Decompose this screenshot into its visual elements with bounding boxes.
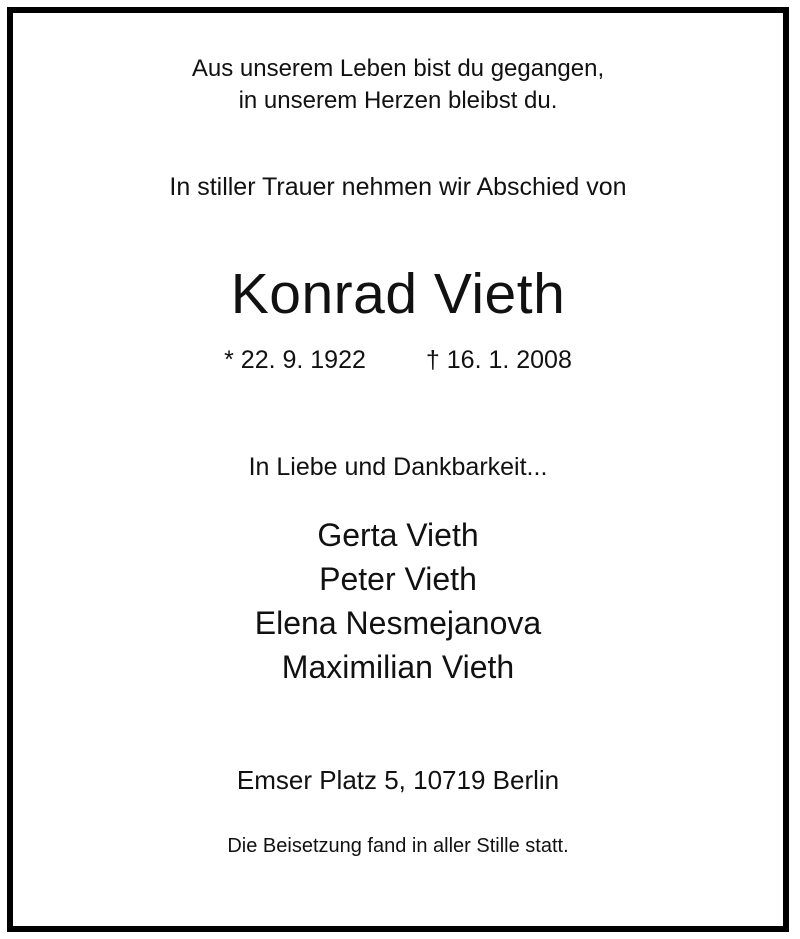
verse-line-1: Aus unserem Leben bist du gegangen, <box>191 55 605 82</box>
thanks-text: In Liebe und Dankbarkeit... <box>248 453 548 481</box>
family-member: Gerta Vieth <box>317 517 479 553</box>
funeral-note: Die Beisetzung fand in aller Stille statt. <box>227 835 569 857</box>
obituary-notice <box>7 7 789 932</box>
family-member: Peter Vieth <box>319 561 477 597</box>
family-member: Elena Nesmejanova <box>254 605 542 641</box>
deceased-name: Konrad Vieth <box>230 262 566 326</box>
intro-text: In stiller Trauer nehmen wir Abschied von <box>169 173 627 201</box>
death-date: † 16. 1. 2008 <box>425 346 572 374</box>
verse-line-2: in unserem Herzen bleibst du. <box>238 87 558 114</box>
address: Emser Platz 5, 10719 Berlin <box>236 765 560 795</box>
life-dates <box>13 346 783 375</box>
birth-date: * 22. 9. 1922 <box>224 346 366 374</box>
family-member: Maximilian Vieth <box>281 649 515 685</box>
